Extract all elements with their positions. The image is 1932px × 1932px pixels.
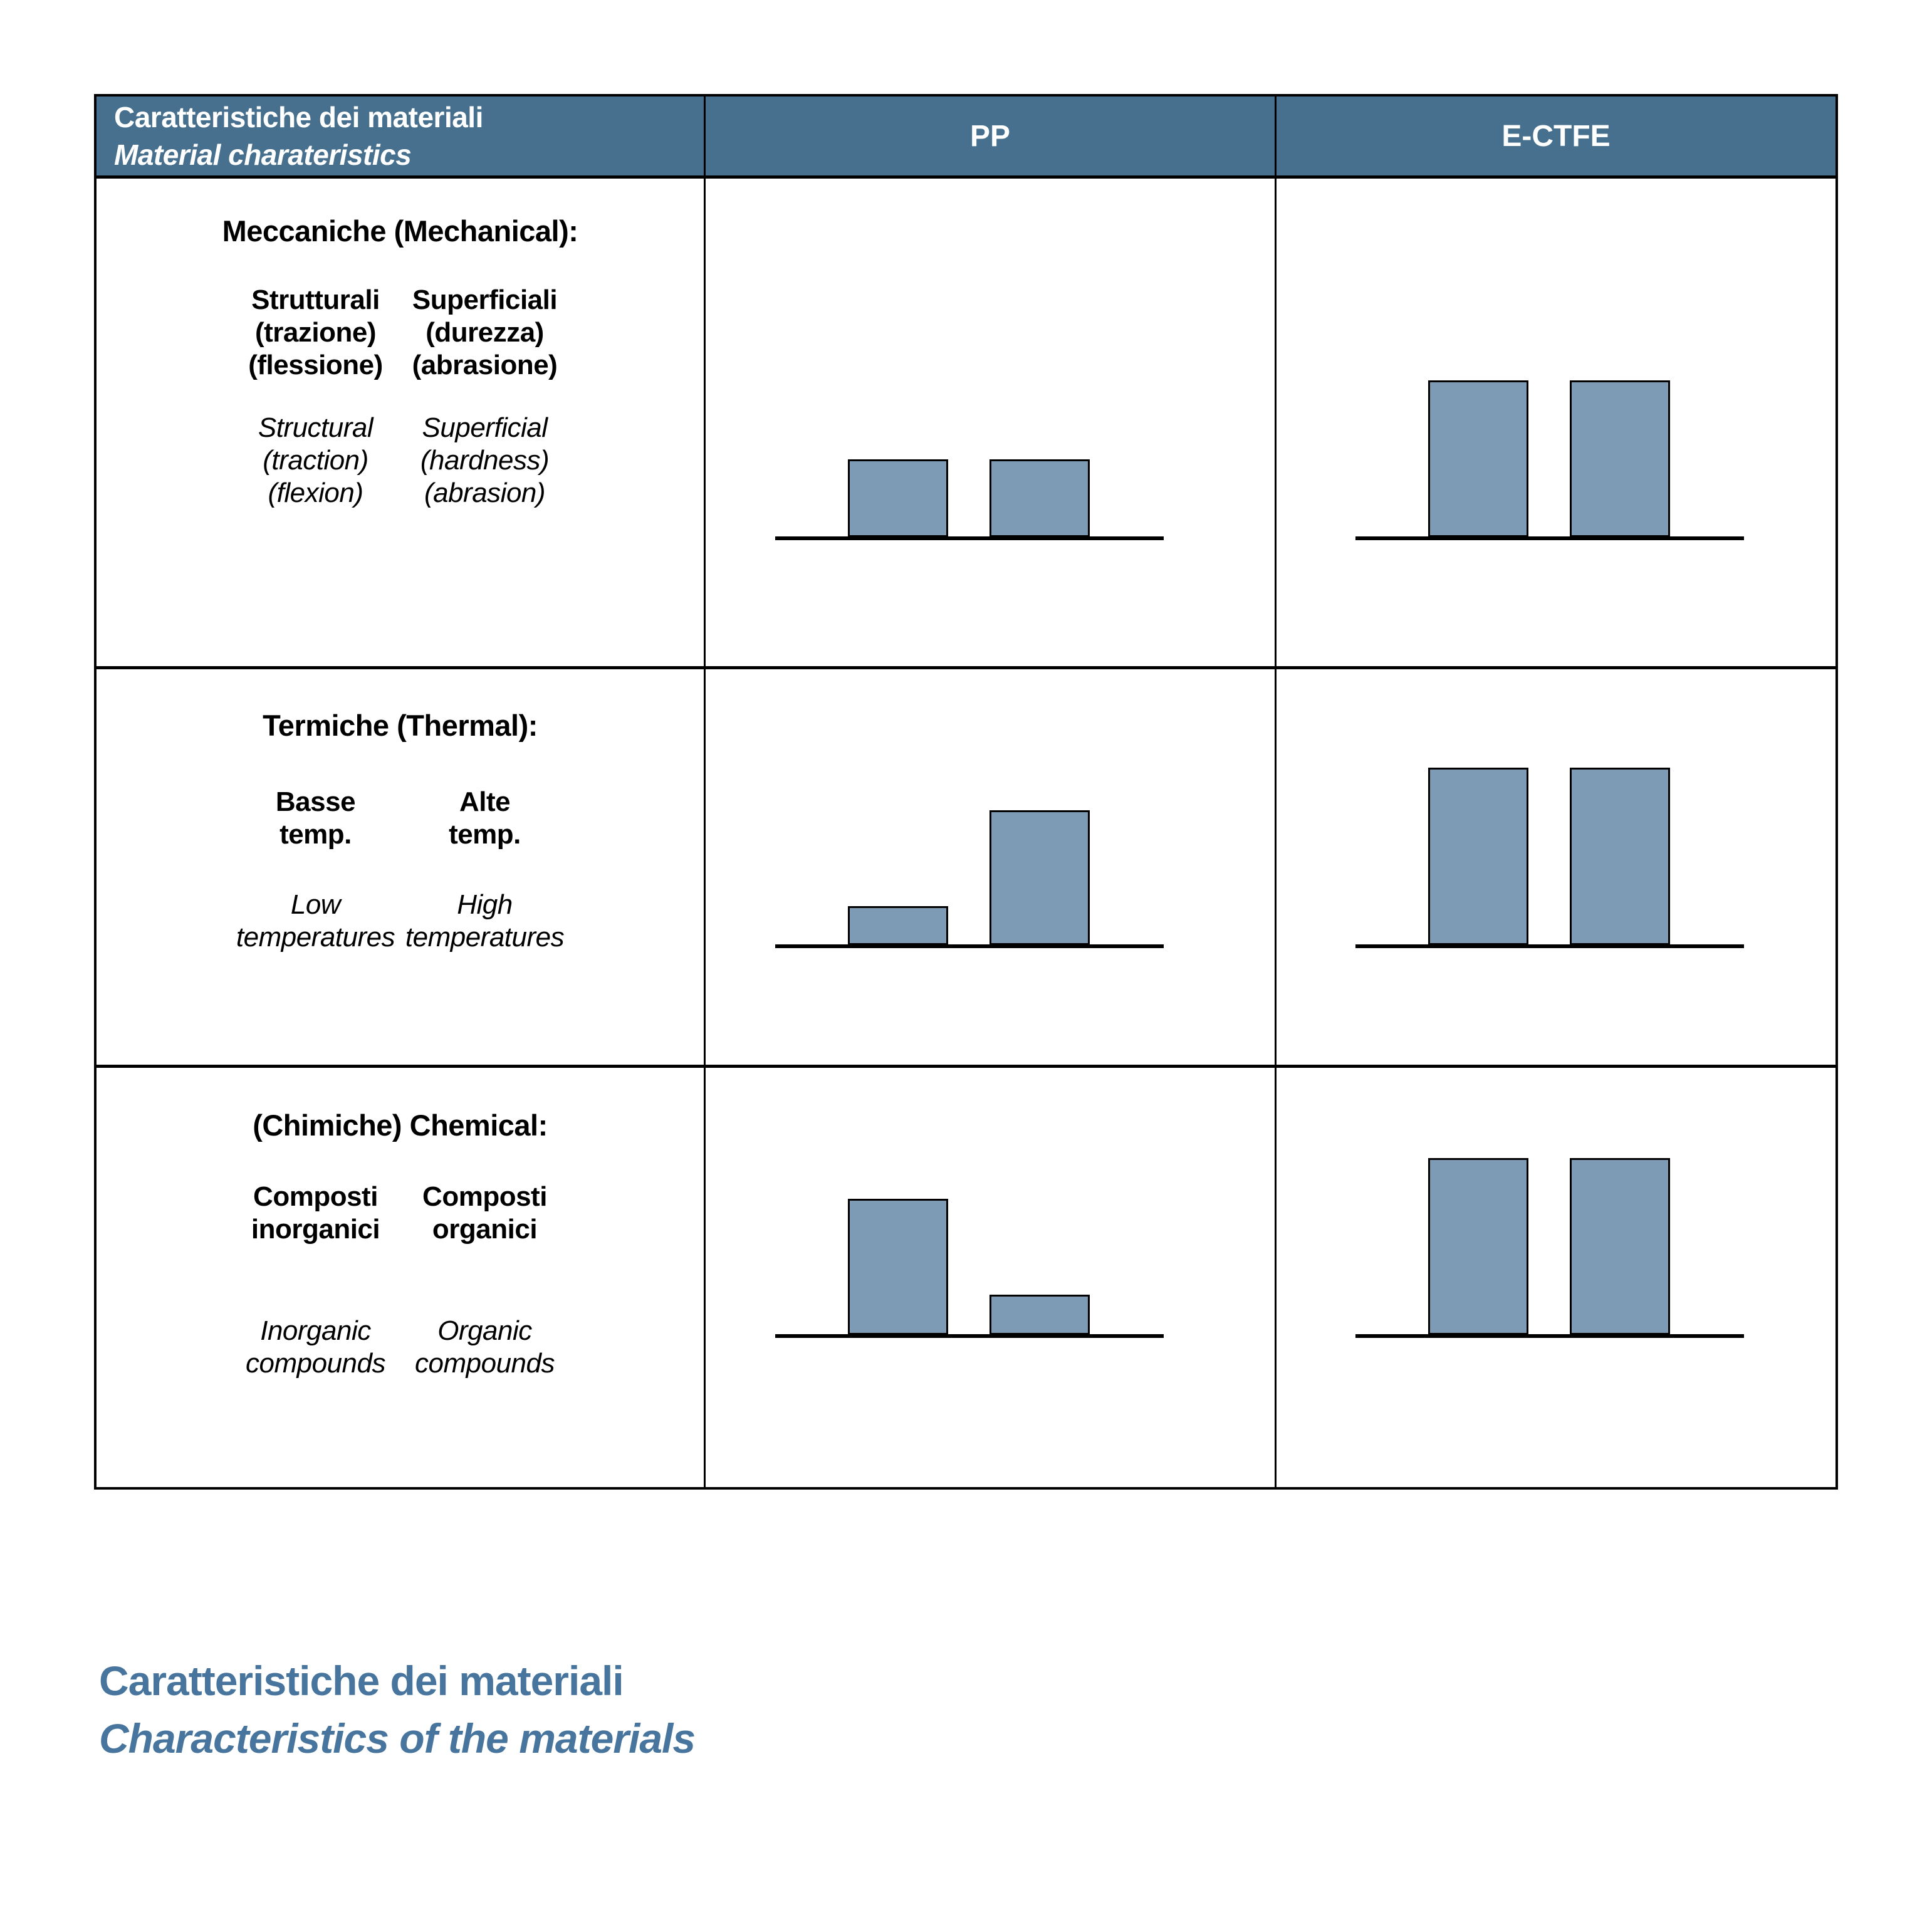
bar	[1570, 380, 1670, 537]
chart-baseline	[775, 1334, 1164, 1338]
property-column-structural	[231, 284, 400, 382]
property-column-organic-en	[400, 1315, 570, 1380]
bar	[848, 459, 948, 537]
row-title: Meccaniche (Mechanical):	[222, 214, 578, 248]
label-line: temp.	[279, 819, 352, 850]
property-names	[231, 786, 570, 851]
bar	[848, 1199, 948, 1335]
property-column-inorganic-en	[231, 1315, 400, 1380]
chart-baseline	[1355, 944, 1744, 948]
label-line: (hardness)	[420, 445, 550, 476]
header-pp-label: PP	[969, 119, 1011, 153]
chart-baseline	[1355, 1334, 1744, 1338]
label-line: organici	[432, 1214, 538, 1245]
mini-bar-chart-chemical-ectfe	[1355, 1150, 1744, 1338]
row-label-cell-thermal	[97, 669, 706, 1068]
chart-cell-chemical-ectfe	[1277, 1068, 1835, 1487]
header-ectfe-label: E-CTFE	[1501, 119, 1611, 153]
property-column-low-temp	[231, 786, 400, 851]
label-line: Organic	[437, 1315, 532, 1346]
mini-bar-chart-chemical-pp	[775, 1150, 1164, 1338]
property-column-structural-en	[231, 412, 400, 509]
property-column-superficial	[400, 284, 570, 382]
property-names-english	[231, 1315, 570, 1380]
mini-bar-chart-mechanical-ectfe	[1355, 352, 1744, 540]
header-title-english: Material charateristics	[114, 138, 412, 171]
chart-baseline	[1355, 536, 1744, 540]
chart-cell-thermal-pp	[706, 669, 1277, 1068]
bar	[1428, 1158, 1528, 1335]
property-column-organic	[400, 1181, 570, 1246]
property-names-english	[231, 889, 570, 954]
property-column-superficial-en	[400, 412, 570, 509]
bar	[1570, 1158, 1670, 1335]
mini-bar-chart-thermal-pp	[775, 760, 1164, 948]
mini-bar-chart-mechanical-pp	[775, 352, 1164, 540]
label-line: Composti	[253, 1181, 378, 1212]
label-line: Basse	[275, 786, 356, 817]
row-title: Termiche (Thermal):	[263, 709, 538, 742]
property-column-inorganic	[231, 1181, 400, 1246]
chart-baseline	[775, 944, 1164, 948]
chart-cell-mechanical-pp	[706, 179, 1277, 669]
label-line: Low	[290, 889, 341, 920]
label-line: (traction)	[263, 445, 368, 476]
header-pp-cell	[706, 97, 1277, 179]
label-line: (abrasion)	[424, 478, 546, 508]
material-characteristics-table	[94, 94, 1838, 1490]
label-line: Composti	[422, 1181, 547, 1212]
property-column-low-temp-en	[231, 889, 400, 954]
mini-bar-chart-thermal-ectfe	[1355, 760, 1744, 948]
label-line: Structural	[258, 412, 373, 443]
chart-cell-thermal-ectfe	[1277, 669, 1835, 1068]
bar	[989, 459, 1090, 537]
label-line: (durezza)	[426, 317, 544, 348]
row-label-cell-chemical	[97, 1068, 706, 1487]
label-line: compounds	[415, 1348, 555, 1379]
bar	[1428, 380, 1528, 537]
label-line: inorganici	[251, 1214, 380, 1245]
property-names	[231, 284, 570, 382]
label-line: (trazione)	[255, 317, 376, 348]
header-ectfe-cell	[1277, 97, 1835, 179]
label-line: (abrasione)	[412, 350, 558, 380]
bar	[989, 810, 1090, 945]
label-line: temperatures	[236, 922, 395, 953]
label-line: (flessione)	[248, 350, 383, 380]
bar	[1570, 768, 1670, 945]
property-column-high-temp	[400, 786, 570, 851]
label-line: Superficiali	[412, 285, 558, 315]
label-line: temp.	[449, 819, 521, 850]
label-line: temperatures	[405, 922, 565, 953]
row-title: (Chimiche) Chemical:	[253, 1109, 548, 1142]
label-line: Superficial	[422, 412, 548, 443]
label-line: Inorganic	[260, 1315, 371, 1346]
chart-cell-mechanical-ectfe	[1277, 179, 1835, 669]
header-characteristics-cell	[97, 97, 706, 179]
property-column-high-temp-en	[400, 889, 570, 954]
property-names	[231, 1181, 570, 1246]
label-line: High	[457, 889, 513, 920]
property-names-english	[231, 412, 570, 509]
label-line: Strutturali	[251, 285, 380, 315]
header-title-italian: Caratteristiche dei materiali	[114, 101, 483, 133]
caption-line-english: Characteristics of the materials	[99, 1715, 696, 1762]
label-line: Alte	[459, 786, 511, 817]
chart-baseline	[775, 536, 1164, 540]
label-line: compounds	[246, 1348, 385, 1379]
bar	[1428, 768, 1528, 945]
row-label-cell-mechanical	[97, 179, 706, 669]
caption-line-italian: Caratteristiche dei materiali	[99, 1658, 624, 1704]
chart-cell-chemical-pp	[706, 1068, 1277, 1487]
bar	[848, 906, 948, 945]
page-caption	[99, 1652, 695, 1767]
label-line: (flexion)	[268, 478, 363, 508]
bar	[989, 1295, 1090, 1335]
